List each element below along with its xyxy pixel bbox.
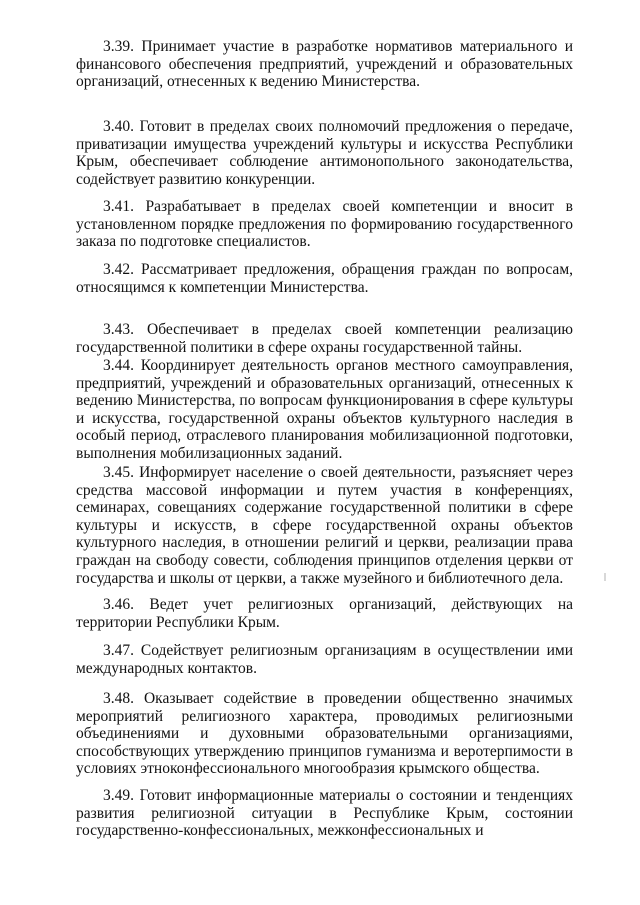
paragraph-3-47 xyxy=(76,642,573,677)
paragraph-number: 3.48. xyxy=(103,690,134,707)
paragraph-number: 3.46. xyxy=(103,596,134,613)
paragraph-3-39 xyxy=(76,38,573,91)
paragraph-3-43 xyxy=(76,321,573,356)
paragraph-number: 3.42. xyxy=(103,261,134,278)
paragraph-3-49 xyxy=(76,787,573,840)
paragraph-3-40 xyxy=(76,118,573,188)
paragraph-text: Рассматривает предложения, обращения граждан по вопросам, относящимся к компетенции Министерства. xyxy=(76,261,573,296)
paragraph-text: Обеспечивает в пределах своей компетенции реализацию государственной политики в сфере охраны государственной тайны. xyxy=(76,321,574,356)
paragraph-number: 3.47. xyxy=(103,642,134,659)
paragraph-number: 3.44. xyxy=(103,357,134,374)
paragraph-number: 3.41. xyxy=(103,198,134,215)
paragraph-3-48 xyxy=(76,690,573,778)
paragraph-text: Готовит информационные материалы о состоянии и тенденциях развития религиозной ситуации в Республике Крым, состоянии государственно-конфессиональных, межконфессиональных и xyxy=(76,787,573,840)
paragraph-text: Информирует население о своей деятельности, разъясняет через средства массовой информации и путем участия в конференциях, семинарах, совещаниях содержание государственной политики в сфере культуры и искусств, в сфере государственной охраны объектов культурного наследия, в отношении религий и церкви, реализации права граждан на свободу совести, соблюдения принципов отделения церкви от государства и школы от церкви, а также музейного и библиотечного дела. xyxy=(76,464,574,587)
paragraph-number: 3.45. xyxy=(103,464,134,481)
paragraph-3-41 xyxy=(76,198,573,251)
paragraph-3-46 xyxy=(76,596,573,631)
paragraph-text: Координирует деятельность органов местного самоуправления, предприятий, учреждений и образовательных организаций, отнесенных к ведению Министерства, по вопросам функционирования в сфере культуры и искусства, государственной охраны объектов культурного наследия в особый период, отраслевого планирования мобилизационной подготовки, выполнения мобилизационных заданий. xyxy=(76,357,573,462)
paragraph-text: Оказывает содействие в проведении общественно значимых мероприятий религиозного характера, проводимых религиозными объединениями и духовными образовательными организациями, способствующих утверждению принципов гуманизма и веротерпимости в условиях этноконфессионального многообразия крымского общества. xyxy=(76,690,573,778)
paragraph-text: Готовит в пределах своих полномочий предложения о передаче, приватизации имущества учреждений культуры и искусства Республики Крым, обеспечивает соблюдение антимонопольного законодательства, содействует развитию конкуренции. xyxy=(76,118,573,188)
paragraph-number: 3.39. xyxy=(103,38,134,55)
scan-mark xyxy=(604,573,606,581)
paragraph-number: 3.43. xyxy=(103,321,134,338)
paragraph-3-45 xyxy=(76,464,573,587)
paragraph-number: 3.40. xyxy=(103,118,134,135)
paragraph-text: Содействует религиозным организациям в осуществлении ими международных контактов. xyxy=(76,642,573,677)
paragraph-text: Разрабатывает в пределах своей компетенции и вносит в установленном порядке предложения по формированию государственного заказа по подготовке специалистов. xyxy=(76,198,574,251)
paragraph-text: Принимает участие в разработке нормативов материального и финансового обеспечения предприятий, учреждений и образовательных организаций, отнесенных к ведению Министерства. xyxy=(76,38,573,91)
paragraph-text: Ведет учет религиозных организаций, действующих на территории Республики Крым. xyxy=(76,596,573,631)
paragraph-3-44 xyxy=(76,357,573,463)
paragraph-number: 3.49. xyxy=(103,787,134,804)
paragraph-3-42 xyxy=(76,261,573,296)
